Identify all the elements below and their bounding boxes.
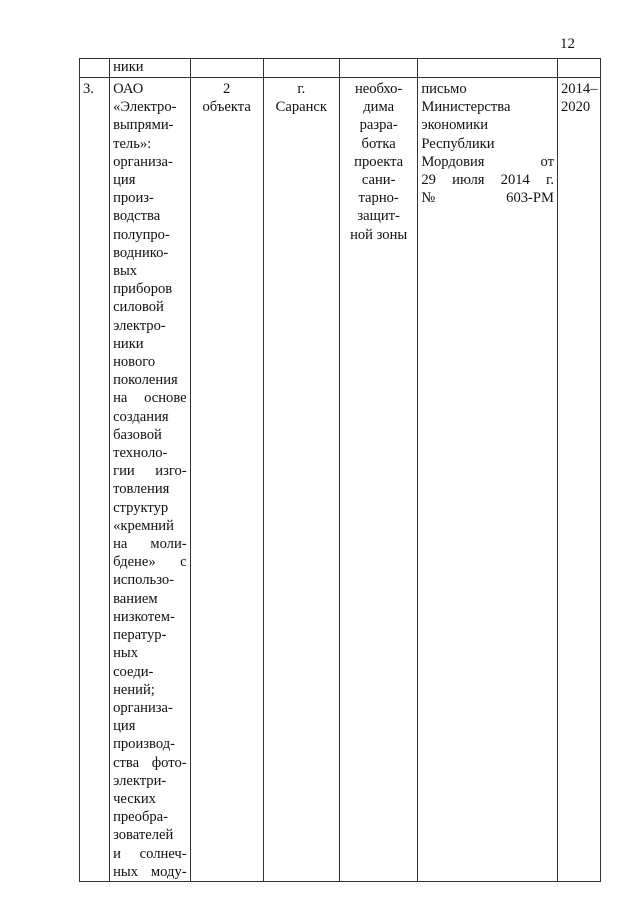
name-text: [113, 80, 187, 881]
requirement-line: сани-: [361, 172, 396, 189]
name-line: гии изго-: [113, 463, 187, 480]
name-line: поколения: [113, 372, 178, 389]
name-line: ных моду-: [113, 863, 187, 880]
requirement-line: тарно-: [358, 190, 399, 207]
name-line: ператур-: [113, 627, 167, 644]
name-line: силовой: [113, 299, 164, 316]
name-line: товления: [113, 481, 170, 498]
quantity-line: объекта: [202, 99, 251, 116]
name-line: ванием: [113, 590, 158, 607]
name-line: техноло-: [113, 445, 168, 462]
location-line: Саранск: [275, 99, 327, 116]
name-line: воднико-: [113, 244, 169, 261]
name-line: соеди-: [113, 663, 154, 680]
name-line: на основе: [113, 390, 187, 407]
name-line: нового: [113, 354, 156, 371]
term-line: 2014–: [561, 81, 598, 97]
continuation-name: ники: [113, 59, 144, 75]
name-line: приборов: [113, 281, 173, 298]
quantity-line: 2: [223, 81, 231, 97]
requirement-text: [343, 80, 414, 244]
requirement-line: необхо-: [354, 81, 403, 97]
cell-location: [263, 78, 339, 882]
name-line: водства: [113, 208, 161, 225]
row-number: 3.: [83, 81, 94, 97]
document-line: Министерства: [421, 99, 511, 116]
cell-location-cont: [263, 59, 339, 78]
table-row: [80, 78, 601, 882]
document-line: № 603-РМ: [421, 190, 554, 207]
name-line: электро-: [113, 317, 166, 334]
name-line: ция: [113, 718, 136, 735]
document-line: Республики: [421, 135, 495, 152]
cell-number: [80, 78, 110, 882]
cell-requirement-cont: [339, 59, 417, 78]
name-line: ция: [113, 172, 136, 189]
name-line: бдене» с: [113, 554, 187, 571]
requirement-line: проекта: [354, 153, 404, 170]
requirement-line: разра-: [359, 117, 398, 134]
name-line: ники: [113, 335, 144, 352]
cell-document: [418, 78, 558, 882]
document-line: 29 июля 2014 г.: [421, 172, 554, 189]
name-line: электри-: [113, 772, 167, 789]
quantity-text: [194, 80, 260, 116]
cell-quantity: [190, 78, 263, 882]
name-line: нений;: [113, 681, 155, 698]
cell-quantity-cont: [190, 59, 263, 78]
location-text: [267, 80, 336, 116]
name-line: зователей: [113, 827, 174, 844]
name-line: создания: [113, 408, 169, 425]
document-line: письмо: [421, 81, 467, 97]
name-line: и солнеч-: [113, 845, 187, 862]
location-line: г.: [297, 81, 306, 97]
cell-document-cont: [418, 59, 558, 78]
table-row-continuation: [80, 59, 601, 78]
cell-name: [110, 78, 191, 882]
requirement-line: ботка: [361, 135, 396, 152]
requirement-line: ной зоны: [350, 226, 408, 243]
name-line: ства фото-: [113, 754, 187, 771]
cell-term-cont: [558, 59, 601, 78]
document-text: [421, 80, 554, 207]
name-line: ных: [113, 645, 138, 662]
term-text: [561, 80, 597, 116]
name-line: «Электро-: [113, 99, 177, 116]
term-line: 2020: [561, 99, 591, 116]
cell-name-cont: [110, 59, 191, 78]
name-line: «кремний: [113, 517, 174, 534]
name-line: организа-: [113, 699, 173, 716]
name-line: ОАО: [113, 81, 144, 97]
name-line: организа-: [113, 153, 173, 170]
name-line: на моли-: [113, 536, 187, 553]
document-line: экономики: [421, 117, 489, 134]
document-line: Мордовия от: [421, 153, 554, 170]
name-line: структур: [113, 499, 169, 516]
name-line: тель»:: [113, 135, 152, 152]
name-line: производ-: [113, 736, 176, 753]
cell-term: [558, 78, 601, 882]
document-table: [79, 58, 601, 882]
requirement-line: защит-: [357, 208, 400, 225]
cell-requirement: [339, 78, 417, 882]
name-line: полупро-: [113, 226, 170, 243]
name-line: использо-: [113, 572, 175, 589]
name-line: выпрями-: [113, 117, 174, 134]
name-line: ческих: [113, 790, 156, 807]
name-line: произ-: [113, 190, 154, 207]
name-line: низкотем-: [113, 608, 175, 625]
name-line: базовой: [113, 426, 162, 443]
requirement-line: дима: [363, 99, 395, 116]
page-number: 12: [560, 36, 575, 52]
name-line: преобра-: [113, 809, 169, 826]
name-line: вых: [113, 263, 138, 280]
cell-number-cont: [80, 59, 110, 78]
